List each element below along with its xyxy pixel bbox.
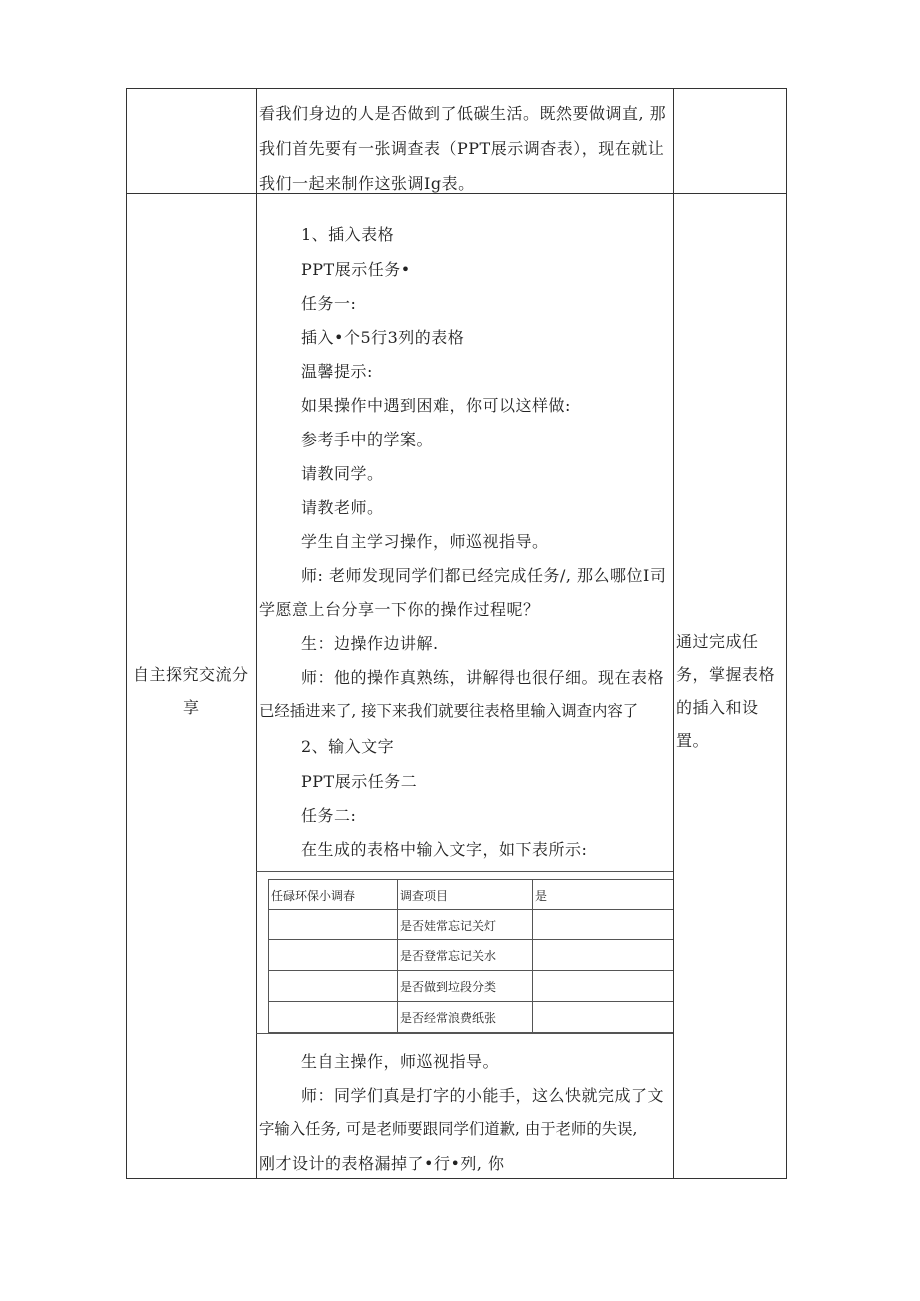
row2-label-line-1: 自主探究交流分 — [133, 665, 249, 684]
teacher2-line-1: 师：他的操作真熟练，讲解得也很仔细。现在表格 — [301, 668, 665, 687]
inner-table-left — [268, 879, 269, 1033]
row2-note-line-3: 的插入和设 — [676, 698, 759, 717]
inner-row-3-item: 是否做到垃段分类 — [400, 980, 497, 994]
inner-table-col-1 — [397, 879, 398, 1033]
tip-item-2: 请教同学。 — [301, 464, 384, 483]
tip-item-3: 请教老师。 — [301, 498, 384, 517]
student-practice: 学生自主学习操作，师巡视指导。 — [301, 532, 549, 551]
inner-table-top — [268, 879, 673, 880]
teacher2-line-2: 已经插进来了, 接下来我们就要往表格里输入调查内容了 — [259, 702, 639, 720]
inner-header-item: 调查项目 — [400, 889, 449, 903]
row2-note-line-4: 置。 — [676, 731, 710, 750]
after-line-2: 师：同学们真是打字的小能手，这么快就完成了文 — [301, 1086, 665, 1105]
tip-desc: 如果操作中遇到困难，你可以这样做: — [301, 396, 571, 415]
table-border-top — [126, 88, 787, 89]
task1-label: 任务一: — [301, 294, 357, 313]
row2-note-line-1: 通过完成任 — [676, 632, 759, 651]
table-border-right — [786, 88, 787, 1179]
inner-row-2-item: 是否登常忘记关水 — [400, 949, 497, 963]
row1-text-line-1: 看我们身边的人是否做到了低碳生活。既然要做调直, 那 — [259, 104, 667, 123]
after-line-1: 生自主操作，师巡视指导。 — [301, 1052, 500, 1071]
tip-label: 温馨提示: — [301, 362, 373, 381]
row1-text-line-2: 我们首先要有一张调查表（PPT展示调杳表），现在就让 — [259, 139, 665, 158]
row2-note-line-2: 务，掌握表格 — [676, 665, 776, 684]
ppt-task1: PPT展示任务• — [301, 260, 411, 279]
inner-table-row-line-4 — [268, 1001, 673, 1002]
task1-desc: 插入•个5行3列的表格 — [301, 328, 465, 347]
inner-table-row-line-3 — [268, 970, 673, 971]
step1-heading: 1、插入表格 — [301, 225, 395, 244]
inner-header-yes: 是 — [535, 889, 548, 903]
inner-row-1-item: 是否娃常忘记关灯 — [400, 919, 497, 933]
inner-header-title: 任碌环保小调春 — [271, 889, 356, 903]
inner-table-col-2 — [532, 879, 533, 1033]
after-line-3: 字输入任务, 可是老师要跟同学们道歉, 由于老师的失误, — [259, 1120, 638, 1138]
inner-table-bottom-rule — [256, 1033, 673, 1034]
step2-heading: 2、输入文字 — [301, 737, 395, 756]
inner-table-top-rule — [256, 871, 673, 872]
ppt-task2: PPT展示任务二 — [301, 772, 418, 791]
row2-label-line-2: 享 — [183, 698, 200, 717]
tip-item-1: 参考手中的学案。 — [301, 430, 434, 449]
table-column-divider-2 — [673, 88, 674, 1179]
row1-text-line-3: 我们一起来制作这张调Ig表。 — [259, 174, 475, 193]
after-line-4: 刚才设计的表格漏掉了•行•列, 你 — [259, 1154, 505, 1173]
table-border-left — [126, 88, 127, 1179]
teacher-para-line-1: 师: 老师发现同学们都已经完成任务/, 那么哪位I司 — [301, 566, 667, 585]
table-column-divider-1 — [256, 88, 257, 1179]
inner-table-row-line-2 — [268, 939, 673, 940]
student-line: 生：边操作边讲解. — [301, 634, 439, 653]
inner-table-row-line-1 — [268, 909, 673, 910]
table-border-bottom — [126, 1178, 787, 1179]
task2-desc: 在生成的表格中输入文字，如下表所示: — [301, 840, 588, 859]
inner-row-4-item: 是否经常浪费纸张 — [400, 1011, 497, 1025]
task2-label: 任务二: — [301, 806, 357, 825]
teacher-para-line-2: 学愿意上台分享一下你的操作过程呢？ — [259, 600, 540, 619]
